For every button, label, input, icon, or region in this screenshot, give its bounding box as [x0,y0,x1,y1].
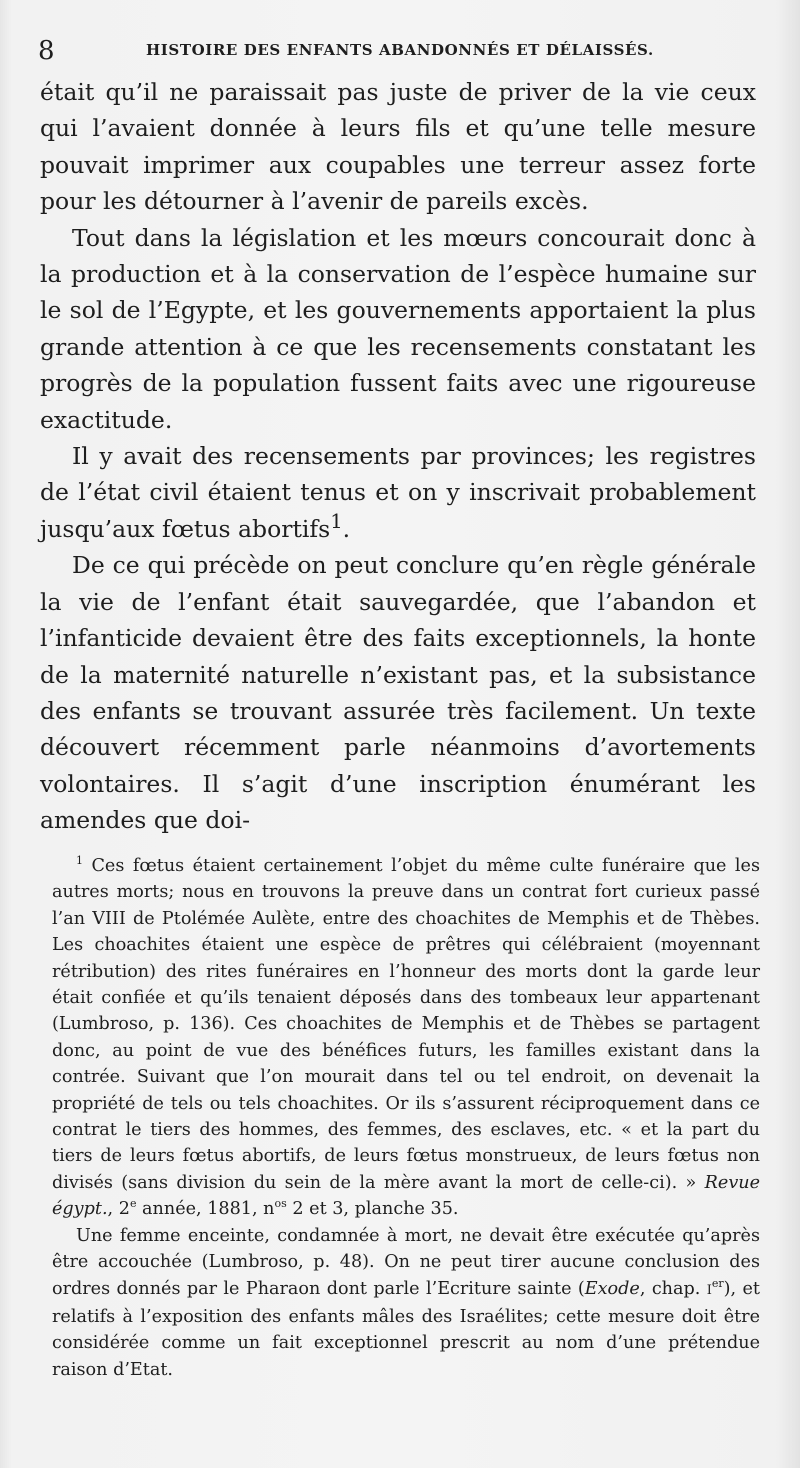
paragraph-3-end: . [342,514,351,543]
paragraph-3 [40,438,756,547]
footnote-1-edition: , 2 [107,1199,130,1220]
paragraph-4: De ce qui précède on peut conclure qu’en règle générale la vie de l’enfant était sauvegardée, que l’abandon et l’infanticide devaient être des faits exceptionnels, la honte de la maternité naturelle n’existant pas, et la subsistance des enfants se trouvant assurée très facilement. Un texte découvert récemment parle néanmoins d’avortements volontaires. Il s’agit d’une inscription énumérant les amendes que doi- [40,551,756,835]
footnotes [52,853,760,1383]
footnote-1-text: Ces fœtus étaient certainement l’objet du même culte funéraire que les autres morts; nous en trouvons la preuve dans un contrat fort curieux passé l’an VIII de Ptolémée Aulète, entre des choachites de Memphis et de Thèbes. Les choachites étaient une espèce de prêtres qui célébraient (moyennant rétribution) des rites funéraires en l’honneur des morts dont la garde leur était confiée et qu’ils tenaient déposés dans des tombeaux leur appartenant (Lumbroso, p. 136). Ces choachites de Memphis et de Thèbes se partagent donc, au point de vue des bénéfices futurs, les familles existant dans la contrée. Suivant que l’on mourait dans tel ou tel endroit, on devenait la propriété de tels ou tels choachites. Or ils s’assurent réciproquement dans ce contrat le tiers des hommes, des femmes, des esclaves, etc. « et la part du tiers de leurs fœtus abortifs, de leurs fœtus monstrueux, de leurs fœtus non divisés (sans division du sein de la mère avant la mort de celle-ci). » [52,856,760,1193]
footnote-reference: 1 [330,510,343,534]
footnote-2-chap-number: I [706,1282,712,1298]
footnote-1-year: année, 1881, n [136,1199,275,1220]
main-text [40,74,756,839]
running-title: HISTOIRE DES ENFANTS ABANDONNÉS ET DÉLAISSÉS. [146,41,654,59]
footnote-2-chap-sup: er [711,1276,724,1290]
paragraph-2: Tout dans la législation et les mœurs concourait donc à la production et à la conservation de l’espèce humaine sur le sol de l’Egypte, et les gouvernements apportaient la plus grande attention à ce que les recensements constatant les progrès de la population fussent faits avec une rigoureuse exactitude. [40,223,756,434]
paragraph-3-text: Il y avait des recensements par provinces; les registres de l’état civil étaient tenus et on y inscrivait probablement jusqu’aux fœtus abortifs [40,442,756,543]
footnote-2-text: Une femme enceinte, condamnée à mort, ne devait être exécutée qu’après être accouchée (Lumbroso, p. 48). On ne peut tirer aucune conclusion des ordres donnés par le Pharaon dont parle l’Ecriture sainte ( [52,1225,760,1299]
footnote-2-book: Exode [584,1278,640,1299]
footnote-1-edition-sup: e [129,1197,137,1211]
footnote-1 [52,853,760,1223]
footnote-2-end: ), et relatifs à l’exposition des enfants mâles des Israélites; cette mesure doit être considérée comme un fait exceptionnel prescrit au nom d’une prétendue raison d’Etat. [52,1278,761,1380]
page-number: 8 [38,36,55,66]
footnote-1-plate: 2 et 3, planche 35. [286,1199,459,1220]
footnote-2-chap: , chap. [639,1278,707,1299]
paragraph-1: était qu’il ne paraissait pas juste de priver de la vie ceux qui l’avaient donnée à leurs fils et qu’une telle mesure pouvait imprimer aux coupables une terreur assez forte pour les détourner à l’avenir de pareils excès. [40,78,756,216]
footnote-1-journal: Revue égypt. [52,1172,760,1220]
footnote-1-number-sup: os [274,1197,287,1211]
footnote-continuation [52,1223,760,1383]
page-header [38,36,770,70]
footnote-1-marker: 1 [76,854,83,868]
